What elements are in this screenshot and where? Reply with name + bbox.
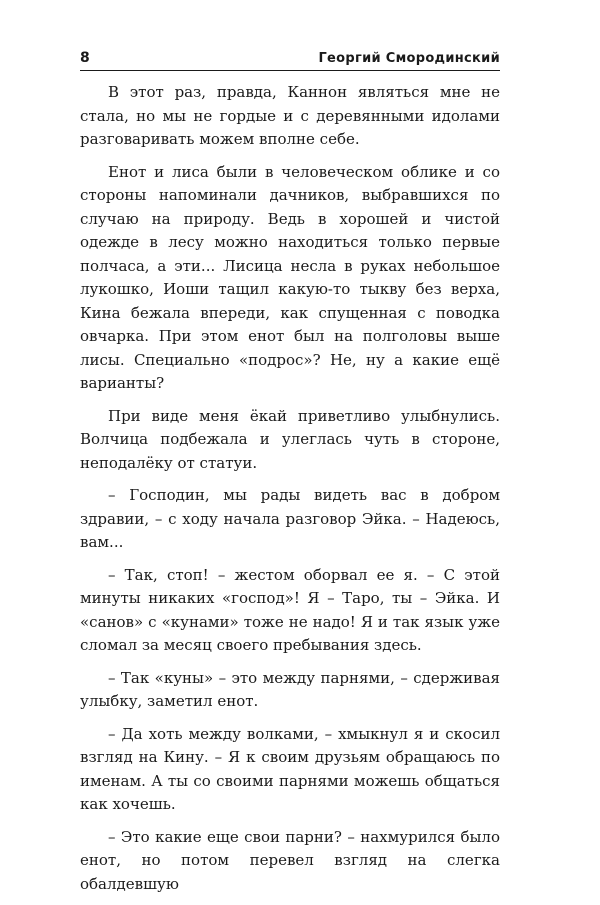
paragraph: – Господин, мы рады видеть вас в добром здравии, – с ходу начала разговор Эйка. – Надеюсь, вам...: [80, 486, 500, 551]
running-title: Георгий Смородинский: [318, 51, 500, 66]
body-text: [80, 81, 500, 896]
page-number: 8: [80, 50, 90, 66]
paragraph: – Да хоть между волками, – хмыкнул я и скосил взгляд на Кину. – Я к своим друзьям обращаюсь по именам. А ты со своими парнями можешь общаться как хочешь.: [80, 724, 500, 813]
paragraph: При виде меня ёкай приветливо улыбнулись. Волчица подбежала и улеглась чуть в стороне, неподалёку от статуи.: [80, 406, 500, 472]
paragraph: – Так «куны» – это между парнями, – сдерживая улыбку, заметил енот.: [80, 668, 500, 710]
paragraph: Енот и лиса были в человеческом облике и со стороны напоминали дачников, выбравшихся по случаю на природу. Ведь в хорошей и чистой одежде в лесу можно находиться только первые полчаса, а эти... Лисица несла в руках небольшое лукошко, Иоши тащил какую-то тыкву без верха, Кина бежала впереди, как спущенная с поводка овчарка. При этом енот был на полголовы выше лисы. Специально «подрос»? Не, ну а какие ещё варианты?: [80, 162, 500, 392]
book-page: [80, 44, 500, 905]
running-header: [80, 44, 500, 71]
paragraph: В этот раз, правда, Каннон являться мне не стала, но мы не гордые и с деревянными идолами разговаривать можем вполне себе.: [80, 83, 500, 148]
paragraph: – Так, стоп! – жестом оборвал ее я. – С этой минуты никаких «господ»! Я – Таро, ты – Эйка. И «санов» с «кунами» тоже не надо! Я и так язык уже сломал за месяц своего пребывания здесь.: [80, 565, 500, 654]
paragraph: – Это какие еще свои парни? – нахмурился было енот, но потом перевел взгляд на слегка обалдевшую: [80, 827, 500, 893]
